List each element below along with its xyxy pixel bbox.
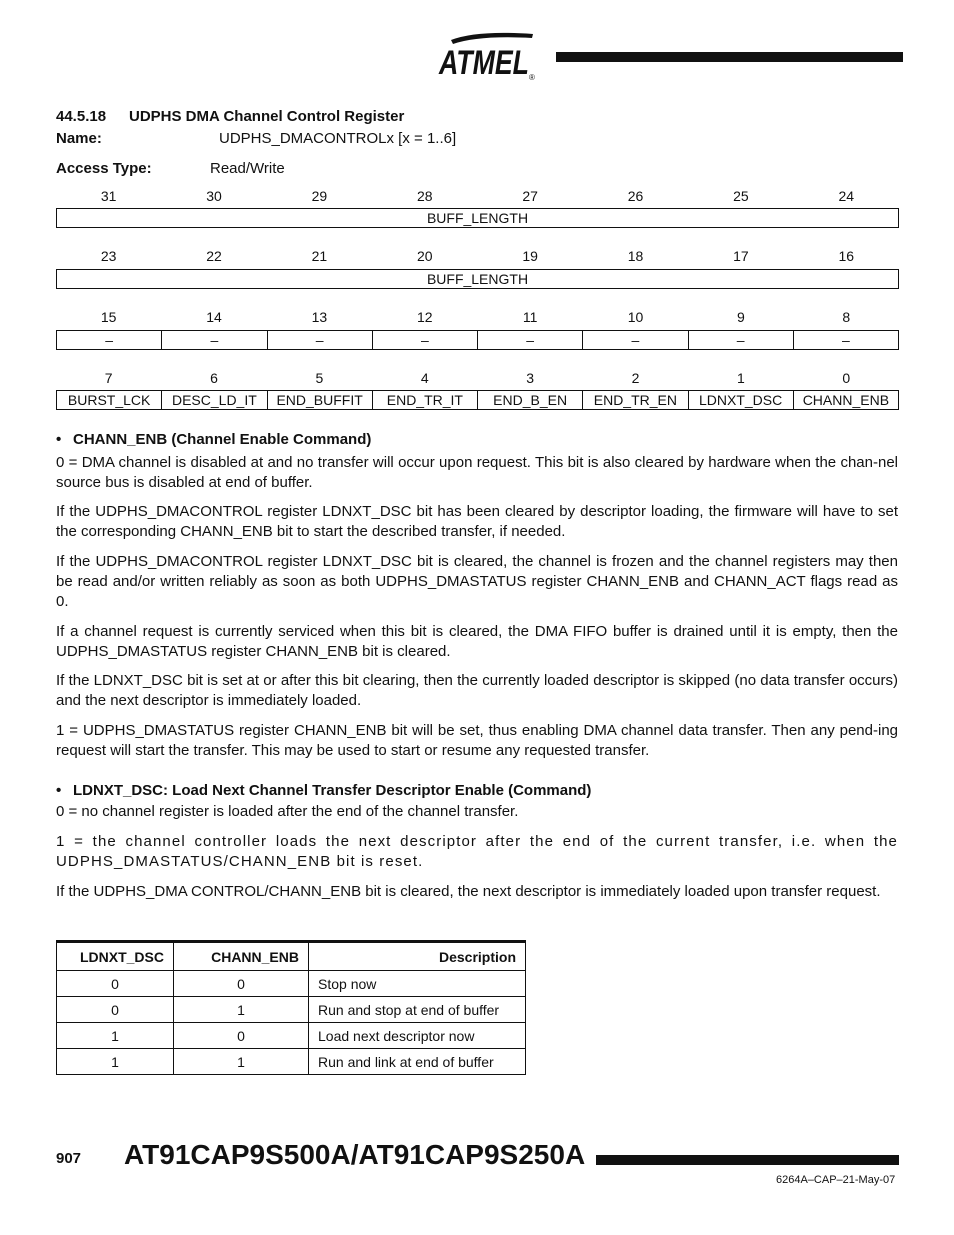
table-cell: Run and link at end of buffer: [309, 1049, 526, 1075]
field-end-buffit: END_BUFFIT: [267, 391, 372, 409]
field-chann-enb: CHANN_ENB: [793, 391, 898, 409]
field-end-tr-en: END_TR_EN: [582, 391, 687, 409]
field-desc-ld-it: DESC_LD_IT: [161, 391, 266, 409]
paragraph: If a channel request is currently serviced when this bit is cleared, the DMA FIFO buffer is drained until it is empty, then the UDPHS_DMASTATUS register CHANN_ENB bit is cleared.: [56, 623, 898, 660]
bit-number: 26: [627, 188, 644, 204]
chann-enb-title: CHANN_ENB (Channel Enable Command): [73, 431, 372, 448]
table-header-row: [57, 942, 526, 971]
field-buff-length-high: BUFF_LENGTH: [426, 210, 529, 226]
bit-number: 24: [838, 188, 855, 204]
bit-number: 10: [627, 309, 644, 325]
ldnxt-dsc-heading: [56, 782, 591, 799]
field-reserved: –: [105, 332, 114, 348]
bit-numbers-7-0: [56, 370, 899, 386]
bullet-icon: •: [56, 431, 62, 448]
document-reference: 6264A–CAP–21-May-07: [776, 1174, 896, 1186]
table-row: [57, 1023, 526, 1049]
bit-number: 17: [733, 248, 749, 264]
field-ldnxt-dsc: LDNXT_DSC: [688, 391, 793, 409]
bit-number: 7: [104, 370, 113, 386]
bit-number: 9: [737, 309, 745, 325]
bit-number: 15: [100, 309, 117, 325]
bit-numbers-23-16: [56, 248, 899, 264]
table-cell: 0: [57, 997, 174, 1023]
paragraph: 1 = the channel controller loads the next descriptor after the end of the current transfer, i.e. when the UDPHS_DMASTATUS/CHANN_ENB bit is reset.: [56, 833, 898, 870]
bit-number: 1: [737, 370, 745, 386]
field-reserved: –: [793, 331, 898, 349]
field-end-b-en: END_B_EN: [477, 391, 582, 409]
column-header-ldnxt-dsc: LDNXT_DSC: [57, 942, 174, 971]
section-number: 44.5.18: [56, 108, 107, 125]
header-rule: [556, 52, 903, 62]
bit-number: 30: [206, 188, 222, 204]
paragraph: 0 = DMA channel is disabled at and no transfer will occur upon request. This bit is also cleared by hardware when the chan-nel source bus is disabled at end of buffer.: [56, 454, 898, 491]
page-number: 907: [56, 1150, 82, 1167]
bit-number: 16: [838, 248, 855, 264]
table-cell: 1: [174, 997, 309, 1023]
bit-number: 31: [100, 188, 117, 204]
access-type-value: Read/Write: [210, 160, 285, 177]
bit-number: 5: [315, 370, 324, 386]
name-label: Name:: [56, 130, 102, 147]
bullet-icon: •: [56, 782, 62, 799]
field-reserved: –: [582, 331, 687, 349]
table-cell: 1: [57, 1023, 174, 1049]
field-end-tr-it: END_TR_IT: [372, 391, 477, 409]
field-burst-lck: BURST_LCK: [67, 392, 151, 408]
bit-number: 13: [311, 309, 328, 325]
table-row: [57, 1049, 526, 1075]
footer-rule: [596, 1155, 899, 1165]
bit-number: 21: [311, 248, 328, 264]
table-cell: 0: [57, 971, 174, 997]
register-field-row-23-16: [56, 269, 899, 289]
paragraph: 0 = no channel register is loaded after the end of the channel transfer.: [56, 803, 519, 820]
bit-number: 19: [522, 248, 538, 264]
field-reserved: –: [161, 331, 266, 349]
bit-numbers-15-8: [56, 309, 899, 325]
field-reserved: –: [267, 331, 372, 349]
table-cell: Run and stop at end of buffer: [309, 997, 526, 1023]
bit-number: 23: [100, 248, 117, 264]
bit-number: 27: [522, 188, 538, 204]
bit-number: 20: [417, 248, 433, 264]
bit-number: 8: [842, 309, 851, 325]
name-value: UDPHS_DMACONTROLx [x = 1..6]: [219, 130, 457, 147]
column-header-chann-enb: CHANN_ENB: [174, 942, 309, 971]
paragraph: If the UDPHS_DMA CONTROL/CHANN_ENB bit is cleared, the next descriptor is immediately loaded upon transfer request.: [56, 883, 881, 900]
table-row: [57, 971, 526, 997]
section-heading: [56, 108, 404, 125]
bit-number: 22: [206, 248, 222, 264]
bit-number: 6: [210, 370, 218, 386]
register-field-row-15-8: [56, 330, 899, 350]
bit-number: 18: [627, 248, 644, 264]
field-reserved: –: [477, 331, 582, 349]
paragraph: If the UDPHS_DMACONTROL register LDNXT_DSC bit has been cleared by descriptor loading, the firmware will have to set the corresponding CHANN_ENB bit to start the described transfer, if needed.: [56, 503, 898, 540]
paragraph: If the LDNXT_DSC bit is set at or after this bit clearing, then the currently loaded descriptor is skipped (no data transfer occurs) and the next descriptor is immediately loaded.: [56, 672, 898, 709]
bit-number: 29: [311, 188, 328, 204]
bit-number: 2: [631, 370, 640, 386]
register-field-row-7-0: [56, 390, 899, 410]
document-title: AT91CAP9S500A/AT91CAP9S250A: [124, 1139, 586, 1170]
field-reserved: –: [688, 331, 793, 349]
bit-number: 12: [417, 309, 433, 325]
table-cell: 1: [174, 1049, 309, 1075]
field-reserved: –: [372, 331, 477, 349]
ldnxt-chann-table: [56, 940, 526, 1075]
ldnxt-dsc-title: LDNXT_DSC: Load Next Channel Transfer Descriptor Enable (Command): [73, 782, 592, 799]
registered-mark: ®: [529, 73, 535, 82]
bit-number: 25: [733, 188, 749, 204]
paragraph: 1 = UDPHS_DMASTATUS register CHANN_ENB bit will be set, thus enabling DMA channel data transfer. Then any pend-ing request will start the transfer. This may be used to start or resume any requested transfer.: [56, 722, 898, 759]
bit-numbers-31-24: [56, 188, 899, 204]
bit-number: 3: [526, 370, 535, 386]
bit-number: 11: [522, 309, 538, 325]
svg-text:ATMEL: ATMEL: [438, 44, 529, 82]
column-header-description: Description: [309, 942, 526, 971]
paragraph: If the UDPHS_DMACONTROL register LDNXT_DSC bit is cleared, the channel is frozen and the channel registers may then be read and/or written reliably as soon as both UDPHS_DMASTATUS register CHANN_ENB and CHANN_ACT flags read as 0.: [56, 553, 898, 610]
table-cell: Stop now: [309, 971, 526, 997]
register-field-row-31-24: [56, 208, 899, 228]
table-cell: Load next descriptor now: [309, 1023, 526, 1049]
table-cell: 1: [57, 1049, 174, 1075]
table-cell: 0: [174, 971, 309, 997]
table-cell: 0: [174, 1023, 309, 1049]
atmel-logo: [437, 30, 541, 82]
field-buff-length-low: BUFF_LENGTH: [426, 271, 529, 287]
section-title: UDPHS DMA Channel Control Register: [129, 108, 405, 125]
bit-number: 14: [206, 309, 222, 325]
bit-number: 4: [420, 370, 429, 386]
access-type-label: Access Type:: [56, 160, 152, 177]
bit-number: 0: [842, 370, 851, 386]
chann-enb-heading: [56, 431, 371, 448]
table-row: [57, 997, 526, 1023]
bit-number: 28: [417, 188, 433, 204]
